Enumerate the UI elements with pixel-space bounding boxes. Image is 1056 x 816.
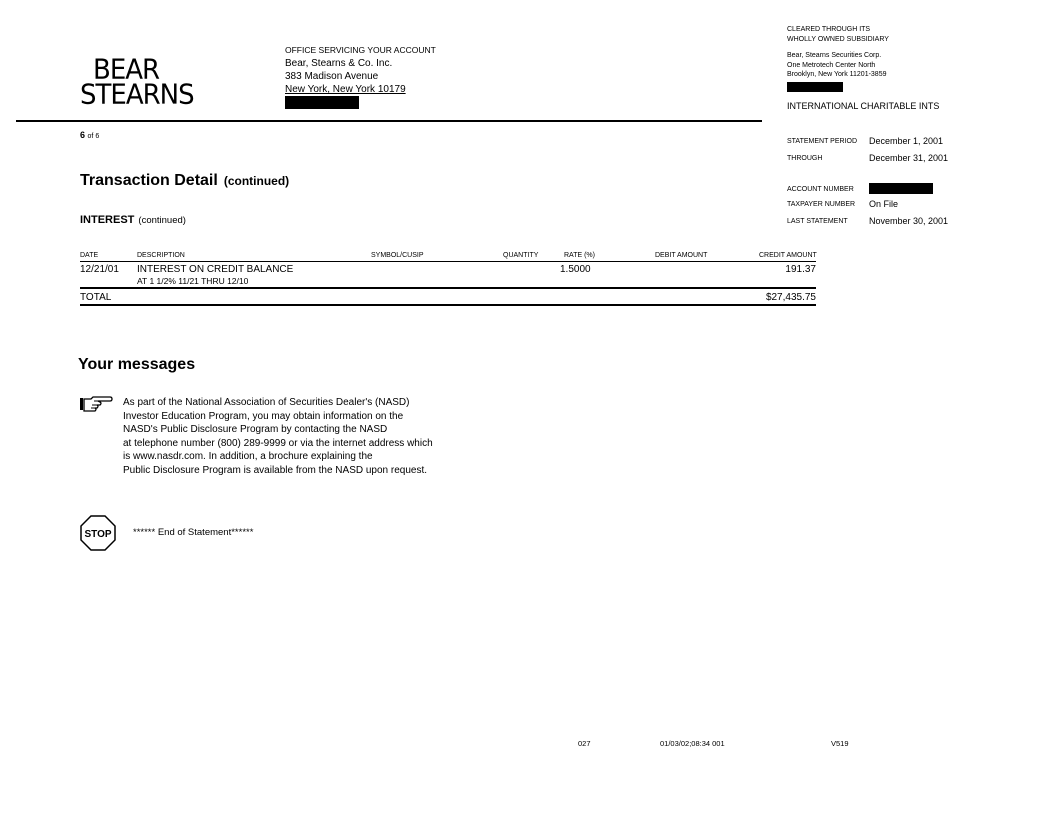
section-title-suffix: (continued) — [223, 174, 290, 188]
message-line: Investor Education Program, you may obtain information on the — [123, 410, 404, 422]
clearing-line-1: CLEARED THROUGH ITS — [787, 26, 871, 33]
office-heading: OFFICE SERVICING YOUR ACCOUNT — [285, 45, 436, 55]
clearing-line-5: Brooklyn, New York 11201-3859 — [787, 71, 887, 78]
clearing-line-2: WHOLLY OWNED SUBSIDIARY — [787, 35, 889, 43]
redacted-block — [787, 82, 843, 92]
taxpayer-value: On File — [869, 199, 899, 209]
row-credit: 191.37 — [785, 264, 816, 275]
message-line: is www.nasdr.com. In addition, a brochure explaining the — [123, 451, 373, 463]
total-top-rule — [80, 287, 816, 289]
logo-line-2: STEARNS — [80, 79, 194, 111]
page-current: 6 — [80, 130, 86, 140]
office-line-3: New York, New York 10179 — [285, 84, 406, 95]
last-statement-value: November 30, 2001 — [869, 216, 949, 226]
message-line: Public Disclosure Program is available from the NASD upon request. — [123, 464, 428, 476]
row-rate: 1.5000 — [560, 264, 591, 275]
through-label: THROUGH — [787, 155, 823, 162]
message-line: at telephone number (800) 289-9999 or via the internet address which — [123, 437, 433, 449]
messages-title: Your messages — [78, 356, 196, 373]
col-header-description: DESCRIPTION — [137, 252, 185, 259]
office-line-2: 383 Madison Avenue — [285, 71, 379, 82]
stop-sign-icon — [80, 515, 116, 551]
pointing-hand-icon — [79, 395, 113, 413]
col-header-rate: RATE (%) — [564, 252, 595, 259]
messages-body — [123, 396, 433, 478]
col-header-debit: DEBIT AMOUNT — [655, 252, 708, 259]
bear-stearns-logo — [80, 54, 194, 111]
message-line: As part of the National Association of Securities Dealer's (NASD) — [123, 397, 410, 408]
header-divider — [16, 120, 762, 122]
clearing-block — [787, 25, 889, 95]
clearing-line-3: Bear, Stearns Securities Corp. — [787, 52, 882, 59]
last-statement-label: LAST STATEMENT — [787, 218, 848, 225]
total-bottom-rule — [80, 304, 816, 306]
row-description-detail: AT 1 1/2% 11/21 THRU 12/10 — [137, 276, 249, 286]
account-name: INTERNATIONAL CHARITABLE INTS — [787, 101, 940, 111]
subsection-heading — [80, 214, 186, 226]
page-title — [80, 172, 289, 190]
row-date: 12/21/01 — [80, 264, 119, 275]
table-header-rule — [80, 261, 816, 262]
footer-code-2: 01/03/02;08:34 001 — [660, 739, 725, 748]
total-value: $27,435.75 — [765, 292, 816, 303]
subsection-suffix: (continued) — [138, 215, 186, 226]
through-value: December 31, 2001 — [869, 153, 949, 163]
statement-period-label: STATEMENT PERIOD — [787, 138, 858, 145]
page-total: of 6 — [87, 133, 100, 140]
end-of-statement: ****** End of Statement****** — [133, 527, 254, 538]
office-block — [285, 44, 436, 113]
page-number — [80, 130, 99, 140]
stop-sign-text: STOP — [84, 529, 112, 540]
col-header-symbol: SYMBOL/CUSIP — [371, 252, 424, 259]
col-header-quantity: QUANTITY — [503, 252, 539, 259]
clearing-line-4: One Metrotech Center North — [787, 61, 876, 69]
statement-period-value: December 1, 2001 — [869, 136, 944, 146]
col-header-date: DATE — [80, 252, 99, 259]
redacted-block — [285, 96, 359, 109]
office-line-1: Bear, Stearns & Co. Inc. — [285, 58, 393, 69]
taxpayer-label: TAXPAYER NUMBER — [787, 201, 856, 208]
account-number-label: ACCOUNT NUMBER — [787, 186, 854, 193]
footer-code-3: V519 — [831, 739, 849, 748]
section-title: Transaction Detail — [80, 172, 218, 189]
subsection-title: INTEREST — [80, 214, 135, 226]
footer-code-1: 027 — [578, 739, 591, 748]
logo-line-1: BEAR — [93, 54, 160, 86]
message-line: NASD's Public Disclosure Program by contacting the NASD — [123, 424, 388, 436]
total-label: TOTAL — [80, 292, 112, 303]
col-header-credit: CREDIT AMOUNT — [759, 252, 817, 259]
account-number-redacted — [869, 183, 933, 194]
row-description: INTEREST ON CREDIT BALANCE — [137, 264, 294, 275]
